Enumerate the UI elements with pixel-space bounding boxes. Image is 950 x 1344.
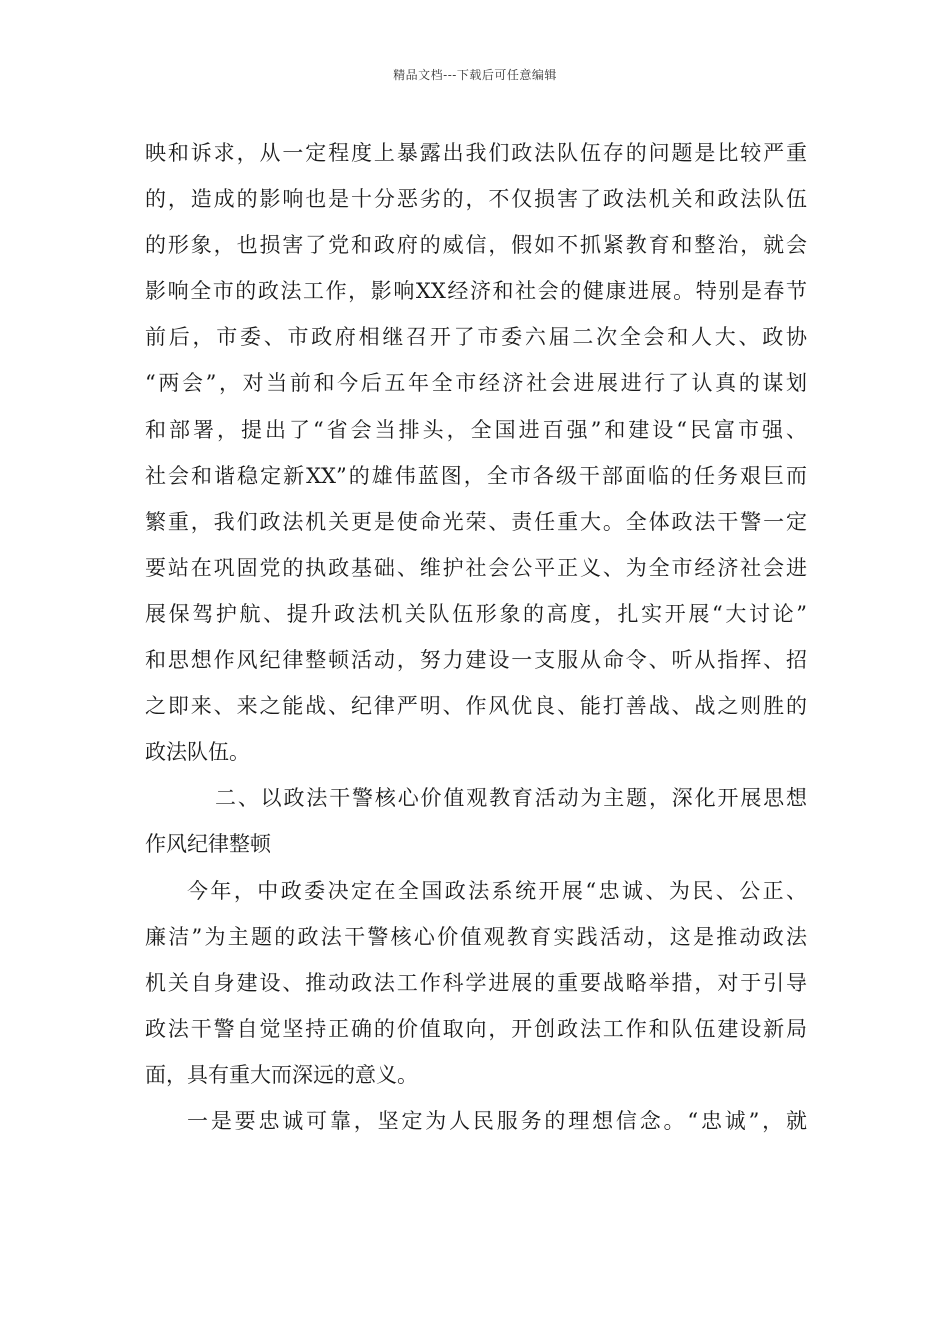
text-line: 机关自身建设、推动政法工作科学进展的重要战略举措，对于引导 xyxy=(145,970,807,995)
text-line: “两会”，对当前和今后五年全市经济社会进展进行了认真的谋划 xyxy=(145,371,807,396)
paragraph xyxy=(145,130,807,775)
text-line: 一是要忠诚可靠，坚定为人民服务的理想信念。“忠诚”，就 xyxy=(187,1108,807,1133)
text-line: 政法队伍。 xyxy=(145,740,250,765)
document-body xyxy=(145,130,807,1144)
text-line: 廉洁”为主题的政法干警核心价值观教育实践活动，这是推动政法 xyxy=(145,924,807,949)
heading-line: 作风纪律整顿 xyxy=(145,832,271,857)
paragraph xyxy=(145,868,807,1098)
text-line: 的，造成的影响也是十分恶劣的，不仅损害了政法机关和政法队伍 xyxy=(145,187,807,212)
text-line: 面，具有重大而深远的意义。 xyxy=(145,1062,418,1087)
paragraph xyxy=(145,1098,807,1144)
text-line: 繁重，我们政法机关更是使命光荣、责任重大。全体政法干警一定 xyxy=(145,509,807,534)
text-line: 之即来、来之能战、纪律严明、作风优良、能打善战、战之则胜的 xyxy=(145,694,807,719)
text-line: 和部署，提出了“省会当排头，全国进百强”和建设“民富市强、 xyxy=(145,417,807,442)
text-line: 前后，市委、市政府相继召开了市委六届二次全会和人大、政协 xyxy=(145,325,807,350)
section-heading xyxy=(145,775,807,867)
text-line: 映和诉求，从一定程度上暴露出我们政法队伍存的问题是比较严重 xyxy=(145,141,807,165)
heading-line: 二、以政法干警核心价值观教育活动为主题，深化开展思想 xyxy=(215,786,807,811)
text-line: 今年，中政委决定在全国政法系统开展“忠诚、为民、公正、 xyxy=(187,878,807,903)
text-line: 和思想作风纪律整顿活动，努力建设一支服从命令、听从指挥、招 xyxy=(145,648,807,673)
text-line: 展保驾护航、提升政法机关队伍形象的高度，扎实开展“大讨论” xyxy=(145,601,807,626)
text-line: 的形象，也损害了党和政府的威信，假如不抓紧教育和整治，就会 xyxy=(145,233,807,258)
page-header: 精品文档---下载后可任意编辑 xyxy=(393,68,557,82)
text-line: 要站在巩固党的执政基础、维护社会公平正义、为全市经济社会进 xyxy=(145,555,807,580)
text-line: 社会和谐稳定新XX”的雄伟蓝图，全市各级干部面临的任务艰巨而 xyxy=(145,463,807,488)
text-line: 影响全市的政法工作，影响XX经济和社会的健康进展。特别是春节 xyxy=(145,279,807,304)
text-line: 政法干警自觉坚持正确的价值取向，开创政法工作和队伍建设新局 xyxy=(145,1016,807,1041)
